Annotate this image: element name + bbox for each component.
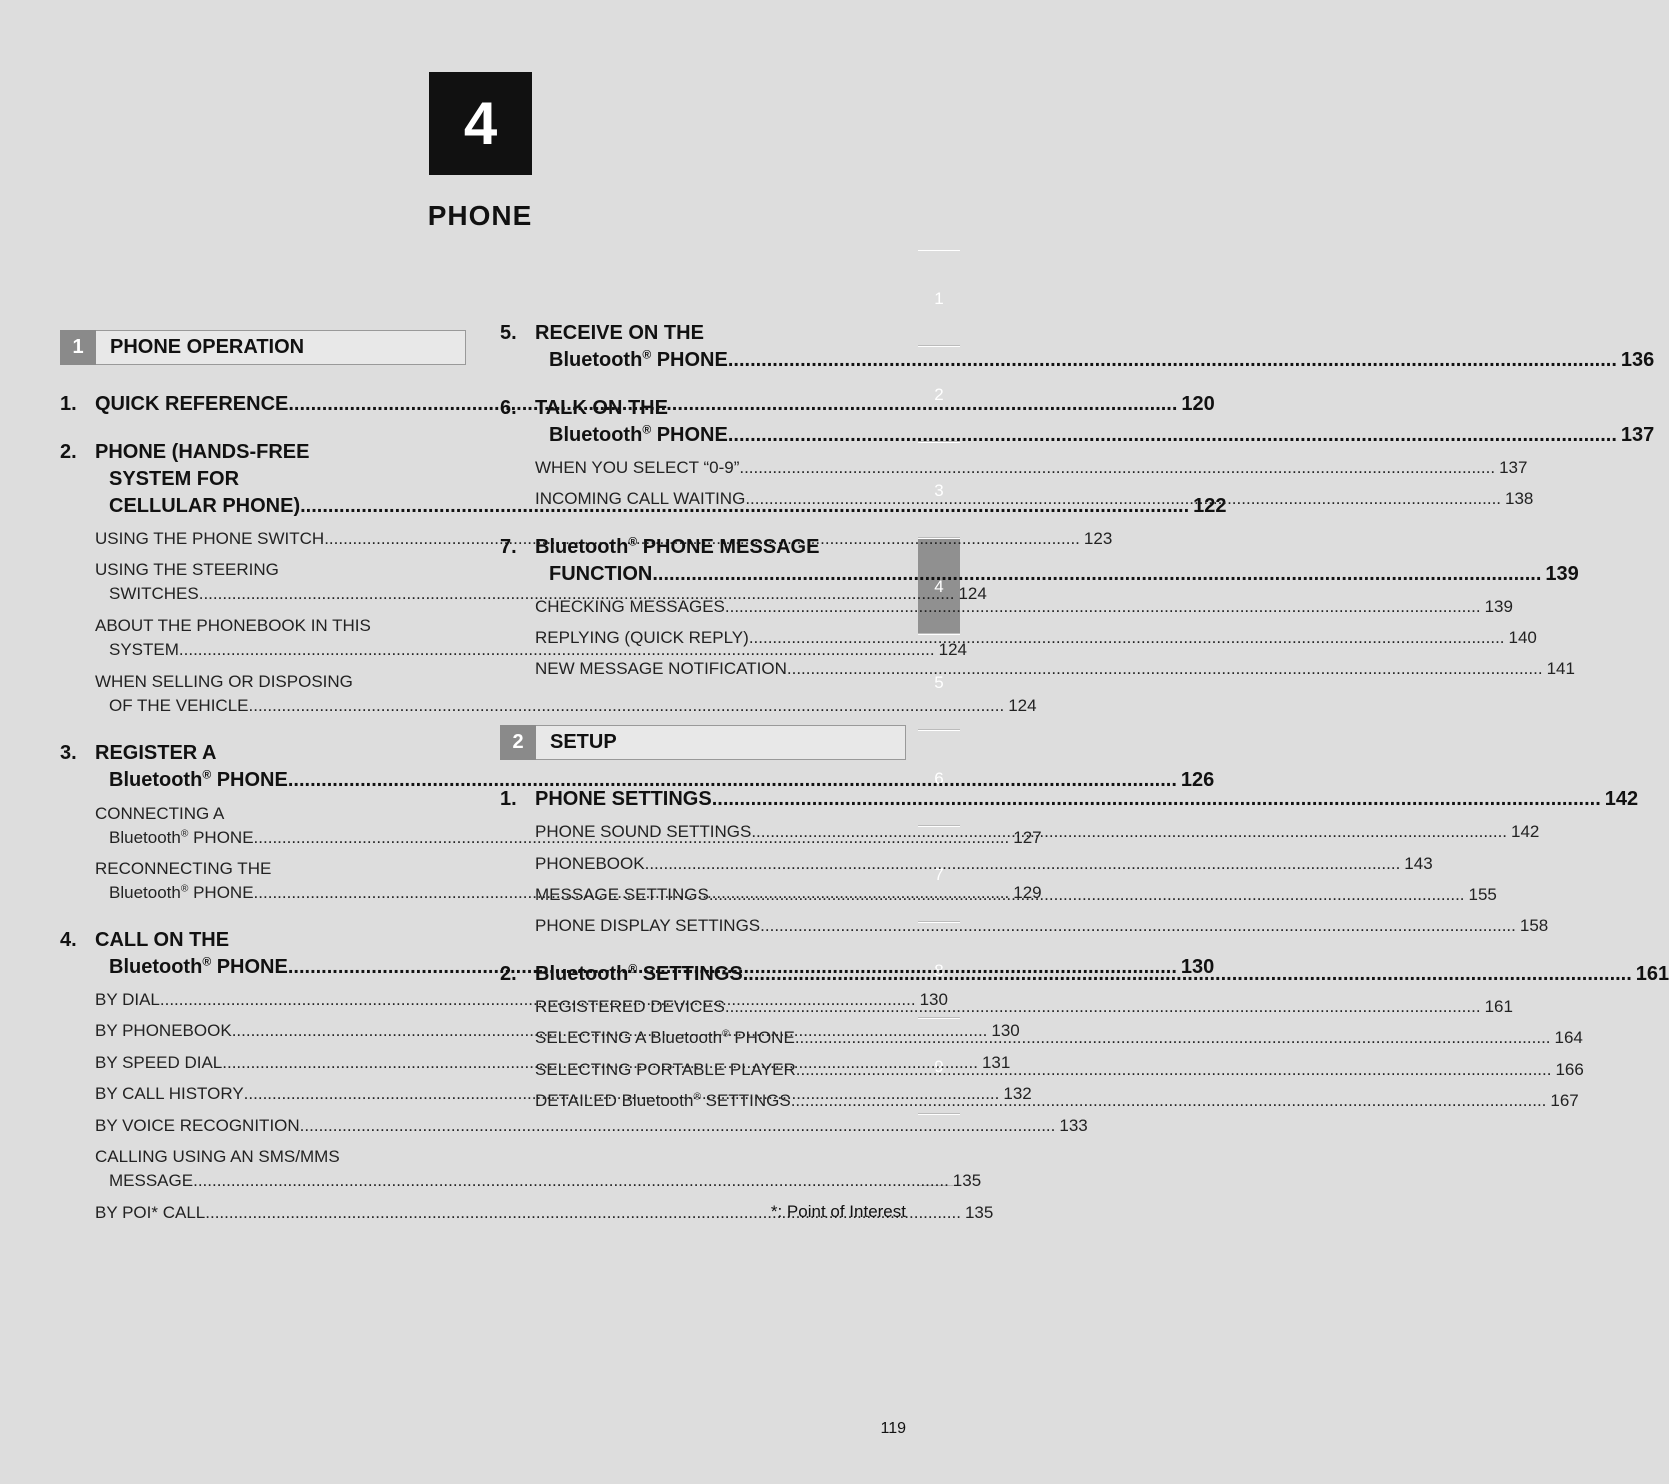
item-label: CALLING USING AN SMS/MMS: [95, 1147, 340, 1166]
page-ref: 143: [1404, 854, 1433, 873]
item-label: CELLULAR PHONE): [109, 495, 301, 517]
item-label: TALK ON THE: [535, 397, 668, 419]
page-ref: 127: [1013, 828, 1042, 847]
page-ref: 131: [981, 1053, 1011, 1072]
page-ref: 166: [1555, 1060, 1584, 1079]
toc-selling-vehicle[interactable]: [95, 670, 1037, 718]
item-label: FUNCTION: [549, 563, 653, 585]
item-label: INCOMING CALL WAITING: [535, 489, 746, 508]
page-ref: 140: [1508, 628, 1537, 647]
toc-phonebook[interactable]: [535, 852, 1433, 876]
item-label: Bluetooth: [109, 769, 203, 791]
item-label: REGISTERED DEVICES: [535, 997, 725, 1016]
page-ref: 124: [938, 640, 967, 659]
page-ref: 123: [1083, 529, 1113, 548]
item-label: MESSAGE SETTINGS: [535, 885, 709, 904]
registered-mark: ®: [722, 1028, 730, 1040]
registered-mark: ®: [180, 883, 189, 895]
item-label: Bluetooth: [549, 349, 643, 371]
item-label: REPLYING (QUICK REPLY): [535, 628, 749, 647]
item-label: WHEN SELLING OR DISPOSING: [95, 672, 353, 691]
page-ref: 158: [1519, 916, 1549, 935]
page-ref: 126: [1180, 769, 1215, 791]
item-label: PHONE: [651, 424, 728, 446]
tab-9[interactable]: 9: [918, 1018, 960, 1114]
registered-mark: ®: [642, 347, 652, 362]
registered-mark: ®: [628, 534, 638, 549]
registered-mark: ®: [693, 1091, 701, 1103]
item-label: USING THE PHONE SWITCH: [95, 529, 325, 548]
tab-6[interactable]: 6: [918, 730, 960, 826]
item-label: PHONE SETTINGS: [535, 788, 712, 810]
item-label: SYSTEM FOR: [109, 468, 240, 490]
tab-3[interactable]: 3: [918, 442, 960, 538]
page-ref: 130: [919, 990, 948, 1009]
item-label: Bluetooth: [549, 424, 643, 446]
registered-mark: ®: [202, 954, 212, 969]
page-ref: 122: [1193, 495, 1227, 517]
toc-when-select-0-9[interactable]: [535, 456, 1528, 480]
footnote-poi: *: Point of Interest: [770, 1202, 906, 1221]
item-label: BY SPEED DIAL: [95, 1053, 223, 1072]
registered-mark: ®: [180, 828, 189, 840]
item-number: 1.: [500, 788, 517, 810]
item-label: SYSTEM: [109, 640, 179, 659]
page-ref: 124: [958, 584, 987, 603]
section-phone-operation: [60, 330, 466, 365]
page-ref: 161: [1635, 963, 1669, 985]
section-title: PHONE OPERATION: [110, 336, 305, 358]
item-label: SWITCHES: [109, 584, 199, 603]
item-label: REGISTER A: [95, 742, 217, 764]
registered-mark: ®: [628, 961, 638, 976]
item-label: PHONE: [211, 956, 288, 978]
item-label: DETAILED Bluetooth: [535, 1091, 694, 1110]
item-label: PHONEBOOK: [535, 854, 645, 873]
item-label: BY PHONEBOOK: [95, 1021, 232, 1040]
section-number: 2: [500, 725, 536, 760]
item-number: 5.: [500, 322, 517, 344]
item-label: ABOUT THE PHONEBOOK IN THIS: [95, 616, 371, 635]
registered-mark: ®: [642, 422, 652, 437]
toc-calling-sms[interactable]: [95, 1145, 982, 1193]
item-label: MESSAGE: [109, 1171, 194, 1190]
item-number: 3.: [60, 742, 77, 764]
item-label: Bluetooth: [535, 536, 629, 558]
page-ref: 132: [1003, 1084, 1032, 1103]
item-label: SELECTING A Bluetooth: [535, 1028, 723, 1047]
item-number: 2.: [500, 963, 517, 985]
toc-checking-messages[interactable]: [535, 595, 1513, 619]
item-label: RECONNECTING THE: [95, 859, 272, 878]
page-ref: 135: [952, 1171, 982, 1190]
item-label: CALL ON THE: [95, 929, 230, 951]
item-label: PHONE: [729, 1028, 795, 1047]
item-label: SETTINGS: [700, 1091, 791, 1110]
chapter-number-box: 4: [429, 72, 532, 175]
page-ref: 133: [1059, 1116, 1088, 1135]
page-ref: 155: [1468, 885, 1497, 904]
item-label: PHONE MESSAGE: [637, 536, 820, 558]
page-ref: 137: [1620, 424, 1655, 446]
item-label: RECEIVE ON THE: [535, 322, 704, 344]
item-label: PHONE: [651, 349, 728, 371]
item-label: BY DIAL: [95, 990, 160, 1009]
toc-receive-bluetooth[interactable]: [500, 320, 1655, 374]
item-label: Bluetooth: [109, 828, 181, 847]
item-label: PHONE: [211, 769, 288, 791]
section-title: SETUP: [550, 731, 617, 753]
page-ref: 142: [1511, 822, 1540, 841]
item-number: 1.: [60, 393, 77, 415]
page-number: 119: [880, 1420, 906, 1437]
item-label: Bluetooth: [109, 956, 203, 978]
tab-8[interactable]: 8: [918, 922, 960, 1018]
tab-4[interactable]: 4: [918, 538, 960, 634]
toc-new-message-notification[interactable]: [535, 657, 1575, 681]
page-ref: 137: [1499, 458, 1528, 477]
item-number: 6.: [500, 397, 517, 419]
tab-5[interactable]: 5: [918, 634, 960, 730]
section-number: 1: [60, 330, 96, 365]
item-label: PHONE DISPLAY SETTINGS: [535, 916, 761, 935]
tab-7[interactable]: 7: [918, 826, 960, 922]
item-number: 4.: [60, 929, 77, 951]
item-label: PHONE (HANDS-FREE: [95, 441, 310, 463]
page-ref: 161: [1484, 997, 1513, 1016]
item-label: NEW MESSAGE NOTIFICATION: [535, 659, 787, 678]
section-setup: [500, 725, 906, 760]
toc-phone-display-settings[interactable]: [535, 914, 1549, 938]
page-ref: 167: [1550, 1091, 1579, 1110]
page-ref: 124: [1008, 696, 1037, 715]
item-label: WHEN YOU SELECT “0-9”: [535, 458, 740, 477]
registered-mark: ®: [202, 767, 212, 782]
item-label: QUICK REFERENCE: [95, 393, 289, 415]
item-label: BY VOICE RECOGNITION: [95, 1116, 300, 1135]
page-ref: 120: [1181, 393, 1215, 415]
item-label: BY POI* CALL: [95, 1203, 206, 1222]
page-ref: 142: [1604, 788, 1639, 810]
item-label: CONNECTING A: [95, 804, 225, 823]
page-ref: 138: [1505, 489, 1534, 508]
item-label: BY CALL HISTORY: [95, 1084, 244, 1103]
item-label: USING THE STEERING: [95, 560, 279, 579]
toc-phone-settings[interactable]: [500, 786, 1639, 813]
toc-by-voice-recognition[interactable]: [95, 1114, 1088, 1138]
item-label: SETTINGS: [637, 963, 743, 985]
item-label: PHONE: [188, 828, 254, 847]
page-ref: 164: [1554, 1028, 1583, 1047]
item-label: OF THE VEHICLE: [109, 696, 249, 715]
page-ref: 130: [991, 1021, 1020, 1040]
page-ref: 136: [1620, 349, 1655, 371]
page-ref: 139: [1545, 563, 1579, 585]
page-ref: 130: [1180, 956, 1215, 978]
chapter-title: PHONE: [427, 200, 533, 231]
item-number: 7.: [500, 536, 517, 558]
item-label: PHONE SOUND SETTINGS: [535, 822, 752, 841]
page-ref: 139: [1484, 597, 1513, 616]
item-label: SELECTING PORTABLE PLAYER: [535, 1060, 796, 1079]
page-ref: 141: [1546, 659, 1575, 678]
tab-2[interactable]: 2: [918, 346, 960, 442]
item-label: Bluetooth: [109, 883, 181, 902]
item-label: Bluetooth: [535, 963, 629, 985]
page-ref: 129: [1013, 883, 1042, 902]
page-ref: 135: [964, 1203, 994, 1222]
item-number: 2.: [60, 441, 77, 463]
item-label: PHONE: [188, 883, 254, 902]
tab-1[interactable]: 1: [918, 250, 960, 346]
item-label: CHECKING MESSAGES: [535, 597, 725, 616]
